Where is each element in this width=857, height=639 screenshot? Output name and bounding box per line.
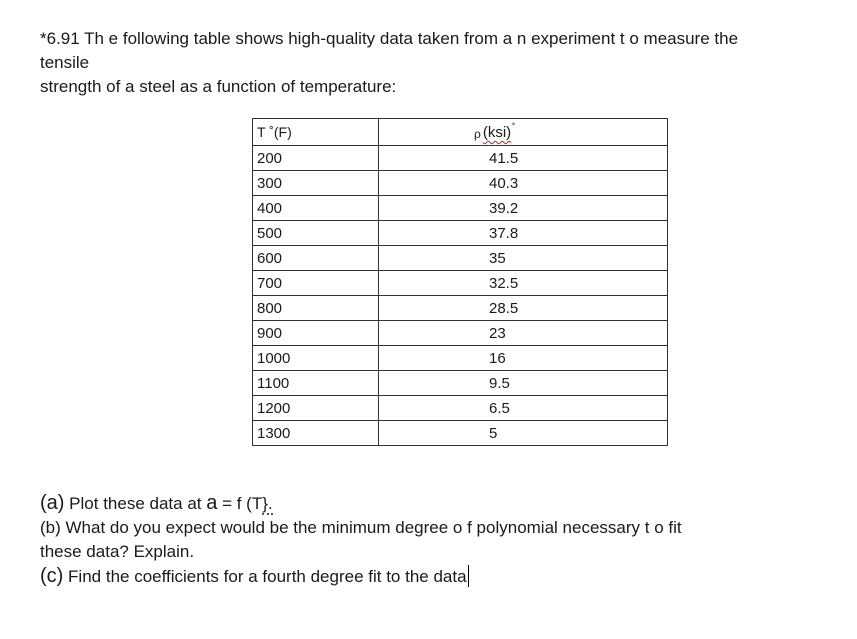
question-c-text: Find the coefficients for a fourth degree fit to the data [63,567,467,586]
intro-line-1: *6.91 Th e following table shows high-quality data taken from a n experiment t o measure the [40,29,739,48]
cell-temperature: 900 [253,321,379,346]
question-c [40,564,840,589]
question-b-line-1: (b) What do you expect would be the minimum degree o f polynomial necessary t o fit [40,518,682,537]
header-strength-unit: (ksi) [482,124,512,141]
cell-strength: 40.3 [379,171,668,196]
table-row [253,296,668,321]
table-row [253,396,668,421]
table-row [253,221,668,246]
question-c-label: (c) [40,565,64,587]
table-row [253,371,668,396]
table-row [253,421,668,446]
cell-strength: 28.5 [379,296,668,321]
questions-block [40,491,840,589]
cell-strength: 23 [379,321,668,346]
cell-temperature: 800 [253,296,379,321]
cell-strength: 5 [379,421,668,446]
intro-line-3: strength of a steel as a function of temperature: [40,77,397,96]
cell-strength: 37.8 [379,221,668,246]
rho-symbol: ρ [474,127,481,141]
cell-strength: 32.5 [379,271,668,296]
question-a-variable: a [206,492,218,514]
cell-temperature: 300 [253,171,379,196]
cell-temperature: 500 [253,221,379,246]
cell-temperature: 1200 [253,396,379,421]
table-row [253,271,668,296]
table-row [253,196,668,221]
problem-intro [40,27,830,99]
cell-temperature: 1000 [253,346,379,371]
text-cursor [468,565,469,587]
cell-temperature: 1300 [253,421,379,446]
question-a [40,491,840,516]
cell-temperature: 700 [253,271,379,296]
question-a-label: (a) [40,492,65,514]
table-header-row [253,119,668,146]
question-b-line-2: these data? Explain. [40,542,195,561]
cell-strength: 35 [379,246,668,271]
table-row [253,146,668,171]
data-table [252,118,668,446]
table-row [253,346,668,371]
header-strength-mark: ˚ [512,123,516,134]
header-strength [379,119,668,146]
question-a-function: = f (T [217,494,263,513]
cell-temperature: 200 [253,146,379,171]
intro-line-2: tensile [40,53,90,72]
question-a-tail: }. [262,494,273,513]
table-row [253,246,668,271]
question-a-text: Plot these data at [64,494,207,513]
cell-strength: 39.2 [379,196,668,221]
cell-strength: 16 [379,346,668,371]
cell-strength: 41.5 [379,146,668,171]
table-row [253,171,668,196]
cell-temperature: 400 [253,196,379,221]
table-row [253,321,668,346]
cell-temperature: 1100 [253,371,379,396]
cell-strength: 9.5 [379,371,668,396]
cell-temperature: 600 [253,246,379,271]
cell-strength: 6.5 [379,396,668,421]
header-temperature: T ˚(F) [253,119,379,146]
